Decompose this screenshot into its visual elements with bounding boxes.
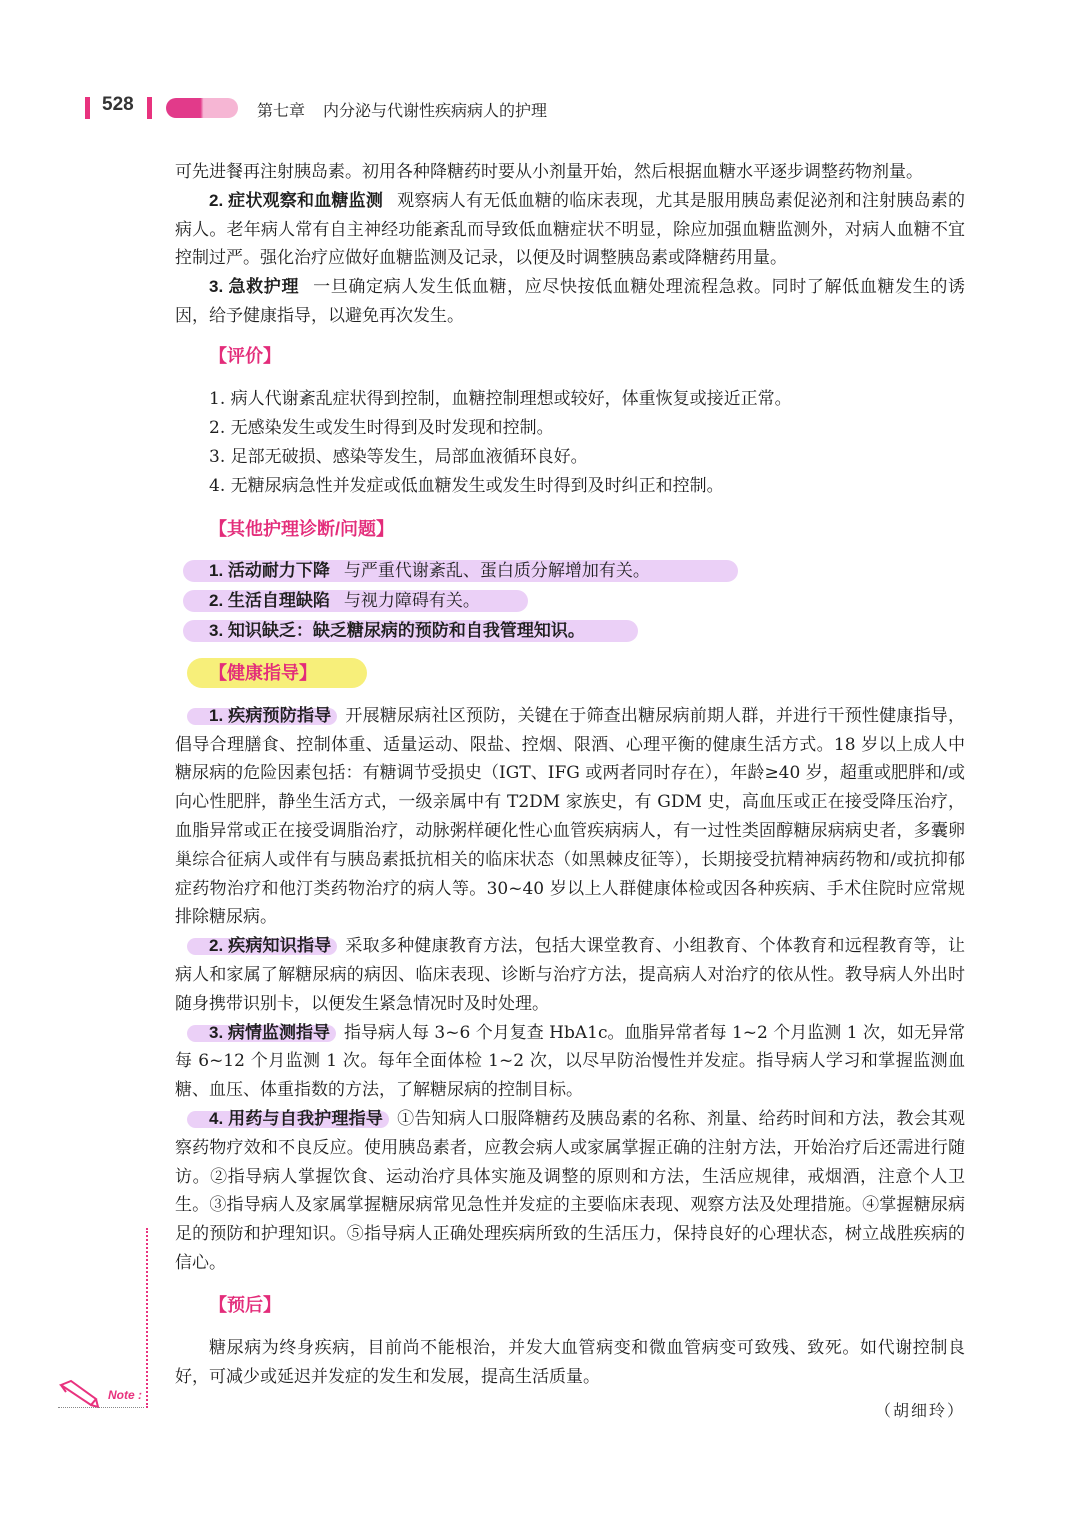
guidance-paragraph	[175, 1105, 965, 1278]
emergency-care-title: 3. 急救护理	[209, 277, 300, 297]
diagnosis-text: 与视力障碍有关。	[343, 590, 480, 611]
guidance-text: 开展糖尿病社区预防，关键在于筛查出糖尿病前期人群，并进行干预性健康指导，倡导合理膳食、控制体重、适量运动、限盐、控烟、限酒、心理平衡的健康生活方式。18 岁以上成人中糖尿病的危险因素包括：有糖调节受损史（IGT、IFG 或两者同时存在），年龄≥40 岁，超重或肥胖和/或向心性肥胖，静坐生活方式，一级亲属中有 T2DM 家族史，有 GDM 史，高血压或正在接受降压治疗，血脂异常或正在接受调脂治疗，动脉粥样硬化性心血管疾病病人，有一过性类固醇糖尿病病史者，多囊卵巢综合征病人或伴有与胰岛素抵抗相关的临床状态（如黑棘皮征等），长期接受抗精神病药物和/或抗抑郁症药物治疗和他汀类药物治疗的病人等。30~40 岁以上人群健康体检或因各种疾病、手术住院时应常规排除糖尿病。	[175, 705, 965, 928]
guidance-paragraph	[175, 932, 965, 1018]
header-bar-left	[85, 97, 90, 119]
evaluation-item: 4. 无糖尿病急性并发症或低血糖发生或发生时得到及时纠正和控制。	[209, 475, 724, 496]
continued-paragraph: 可先进餐再注射胰岛素。初用各种降糖药时要从小剂量开始，然后根据血糖水平逐步调整药物剂量。	[175, 162, 923, 182]
guidance-title: 2. 疾病知识指导	[209, 936, 332, 956]
emergency-care-text: 一旦确定病人发生低血糖，应尽快按低血糖处理流程急救。同时了解低血糖发生的诱因，给予健康指导，以避免再次发生。	[175, 277, 966, 326]
chapter-number: 第七章	[257, 103, 306, 120]
symptom-monitoring-paragraph	[175, 187, 965, 273]
guidance-paragraph	[175, 702, 965, 932]
diagnosis-title: 1. 活动耐力下降	[209, 560, 330, 580]
note-label: Note :	[108, 1388, 142, 1402]
diagnosis-item	[175, 616, 965, 646]
header-bar-right	[147, 97, 152, 119]
other-diagnosis-heading: 【其他护理诊断/问题】	[209, 518, 395, 539]
prognosis-heading: 【预后】	[209, 1294, 281, 1315]
diagnosis-item	[175, 586, 965, 616]
guidance-text: 指导病人每 3~6 个月复查 HbA1c。血脂异常者每 1~2 个月监测 1 次，如无异常每 6~12 个月监测 1 次。每年全面体检 1~2 次，以尽早防治慢性并发症。指导病人学习和掌握监测血糖、血压、体重指数的方法，了解糖尿病的控制目标。	[175, 1022, 965, 1101]
page-body	[175, 158, 965, 1426]
diagnosis-title: 3. 知识缺乏：缺乏糖尿病的预防和自我管理知识。	[209, 620, 585, 640]
page-header	[0, 0, 1080, 130]
prognosis-paragraph: 糖尿病为终身疾病，目前尚不能根治，并发大血管病变和微血管病变可致残、致死。如代谢控制良好，可减少或延迟并发症的发生和发展，提高生活质量。	[175, 1337, 965, 1387]
evaluation-item: 2. 无感染发生或发生时得到及时发现和控制。	[209, 417, 554, 438]
evaluation-item: 3. 足部无破损、感染等发生，局部血液循环良好。	[209, 446, 588, 467]
symptom-monitoring-title: 2. 症状观察和血糖监测	[209, 190, 384, 210]
guidance-title: 3. 病情监测指导	[209, 1022, 330, 1042]
evaluation-item: 1. 病人代谢紊乱症状得到控制，血糖控制理想或较好，体重恢复或接近正常。	[209, 388, 792, 409]
symptom-monitoring-text: 观察病人有无低血糖的临床表现，尤其是服用胰岛素促泌剂和注射胰岛素的病人。老年病人常有自主神经功能紊乱而导致低血糖症状不明显，除应加强血糖监测外，对病人血糖不宜控制过严。强化治疗应做好血糖监测及记录，以便及时调整胰岛素或降糖药用量。	[175, 190, 966, 269]
guidance-text: 采取多种健康教育方法，包括大课堂教育、小组教育、个体教育和远程教育等，让病人和家属了解糖尿病的病因、临床表现、诊断与治疗方法，提高病人对治疗的依从性。教导病人外出时随身携带识别卡，以便发生紧急情况时及时处理。	[175, 936, 965, 1014]
diagnosis-text: 与严重代谢紊乱、蛋白质分解增加有关。	[343, 560, 650, 581]
diagnosis-title: 2. 生活自理缺陷	[209, 590, 330, 610]
margin-dotted-line	[146, 1228, 148, 1408]
note-underline	[58, 1407, 144, 1408]
chapter-heading	[257, 98, 547, 121]
guidance-title: 1. 疾病预防指导	[209, 705, 332, 725]
author-signature: （胡细玲）	[874, 1401, 965, 1421]
evaluation-heading: 【评价】	[209, 345, 281, 366]
chapter-title: 内分泌与代谢性疾病病人的护理	[323, 103, 548, 120]
diagnosis-item	[175, 556, 965, 586]
header-decoration	[166, 98, 238, 118]
note-margin	[52, 1228, 152, 1418]
emergency-care-paragraph	[175, 273, 965, 331]
guidance-text: ①告知病人口服降糖药及胰岛素的名称、剂量、给药时间和方法，教会其观察药物疗效和不良反应。使用胰岛素者，应教会病人或家属掌握正确的注射方法，开始治疗后还需进行随访。②指导病人掌握饮食、运动治疗具体实施及调整的原则和方法，生活应规律，戒烟酒，注意个人卫生。③指导病人及家属掌握糖尿病常见急性并发症的主要临床表现、观察方法及处理措施。④掌握糖尿病足的预防和护理知识。⑤指导病人正确处理疾病所致的生活压力，保持良好的心理状态，树立战胜疾病的信心。	[175, 1108, 966, 1273]
guidance-title: 4. 用药与自我护理指导	[209, 1108, 384, 1128]
page-number: 528	[102, 94, 134, 115]
health-guidance-heading: 【健康指导】	[209, 662, 317, 683]
guidance-paragraph	[175, 1019, 965, 1105]
